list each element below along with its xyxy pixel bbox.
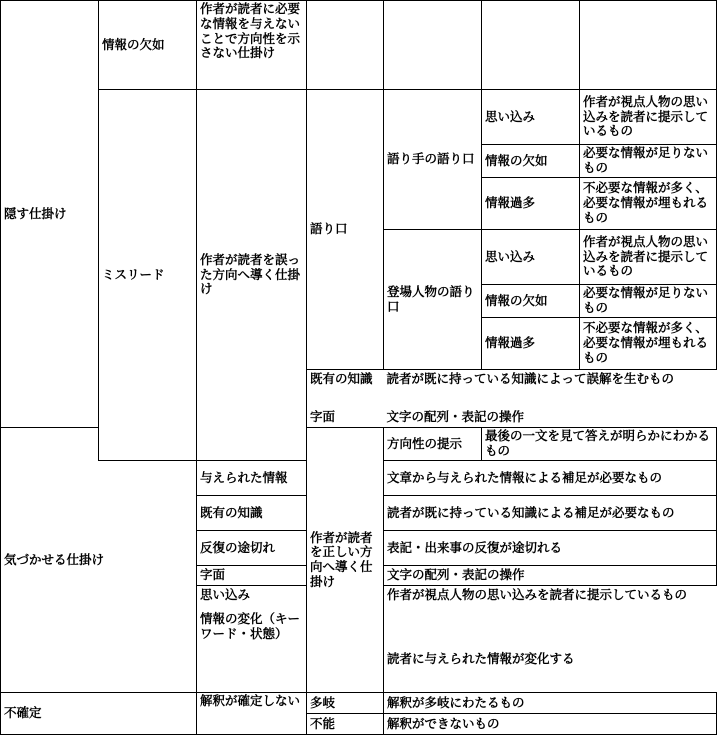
narrator-label: 語り手の語り口 xyxy=(384,90,482,230)
kizon-label: 既有の知識 xyxy=(310,370,373,386)
category-fukakutei: 不確定 xyxy=(1,693,197,735)
character-item-description: 必要な情報が足りないもの xyxy=(580,285,717,318)
katariguchi-label: 語り口 xyxy=(307,90,384,370)
table-row xyxy=(1,90,717,145)
kizukaseru-item-label: 情報の変化（キーワード・状態） xyxy=(200,611,301,641)
kizukaseru-item-description: 表記・出来事の反復が途切れる xyxy=(384,531,717,566)
fukakutei-item-description: 解釈ができないもの xyxy=(384,714,717,735)
empty-cell xyxy=(307,1,384,90)
category-kakusu: 隠す仕掛け xyxy=(1,1,99,428)
fukakutei-item-label: 不能 xyxy=(307,714,384,735)
narrator-item-label: 情報の欠如 xyxy=(482,145,580,178)
category-kizukaseru: 気づかせる仕掛け xyxy=(1,428,197,693)
kizukaseru-item-label: 既有の知識 xyxy=(197,496,307,531)
character-item-label: 情報過多 xyxy=(482,318,580,370)
character-item-description: 作者が視点人物の思い込みを読者に提示しているもの xyxy=(580,230,717,285)
description-kizukaseru: 作者が読者を正しい方向へ導く仕掛け xyxy=(307,428,384,693)
description-misleed: 作者が読者を誤った方向へ導く仕掛け xyxy=(197,90,307,461)
kizukaseru-item-label: 思い込み xyxy=(200,587,251,602)
narrator-item-description: 必要な情報が足りないもの xyxy=(580,145,717,178)
kizukaseru-item-description: 文字の配列・表記の操作 xyxy=(384,566,717,586)
empty-cell xyxy=(580,1,717,90)
narrator-item-description: 作者が視点人物の思い込みを読者に提示しているもの xyxy=(580,90,717,145)
description-kekkan: 作者が読者に必要な情報を与えないことで方向性を示さない仕掛け xyxy=(197,1,307,90)
narrator-item-label: 情報過多 xyxy=(482,178,580,230)
table-row xyxy=(1,693,717,714)
kizukaseru-item-description: 読者が既に持っている知識による補足が必要なもの xyxy=(384,496,717,531)
fukakutei-item-label: 多岐 xyxy=(307,693,384,714)
character-item-label: 思い込み xyxy=(482,230,580,285)
empty-cell xyxy=(482,1,580,90)
kizukaseru-item-description: 読者に与えられた情報が変化する xyxy=(387,650,575,666)
jimen-description: 文字の配列・表記の操作 xyxy=(386,408,525,424)
subcategory-misleed: ミスリード xyxy=(99,90,197,461)
kizukaseru-item-label: 反復の途切れ xyxy=(197,531,307,566)
character-item-description: 不必要な情報が多く、必要な情報が埋もれるもの xyxy=(580,318,717,370)
kizukaseru-item-label: 与えられた情報 xyxy=(197,461,307,496)
kizon-description: 読者が既に持っている知識によって誤解を生むもの xyxy=(386,370,675,386)
kizukaseru-item-description: 最後の一文を見て答えが明らかにわかるもの xyxy=(482,428,717,461)
table-row xyxy=(1,1,717,90)
table-row xyxy=(1,428,717,461)
description-fukakutei: 解釈が確定しない xyxy=(197,693,307,735)
narrator-item-description: 不必要な情報が多く、必要な情報が埋もれるもの xyxy=(580,178,717,230)
character-item-label: 情報の欠如 xyxy=(482,285,580,318)
jimen-label: 字面 xyxy=(310,408,336,424)
kizukaseru-item-description: 作者が視点人物の思い込みを読者に提示しているもの xyxy=(387,587,688,602)
kizukaseru-item-label: 字面 xyxy=(197,566,307,586)
kizukaseru-item-description: 文章から与えられた情報による補足が必要なもの xyxy=(384,461,717,496)
narrator-item-label: 思い込み xyxy=(482,90,580,145)
kizukaseru-item-label: 方向性の提示 xyxy=(384,428,482,461)
empty-cell xyxy=(384,1,482,90)
subcategory-kekkan: 情報の欠如 xyxy=(99,1,197,90)
character-label: 登場人物の語り口 xyxy=(384,230,482,370)
fukakutei-item-description: 解釈が多岐にわたるもの xyxy=(384,693,717,714)
